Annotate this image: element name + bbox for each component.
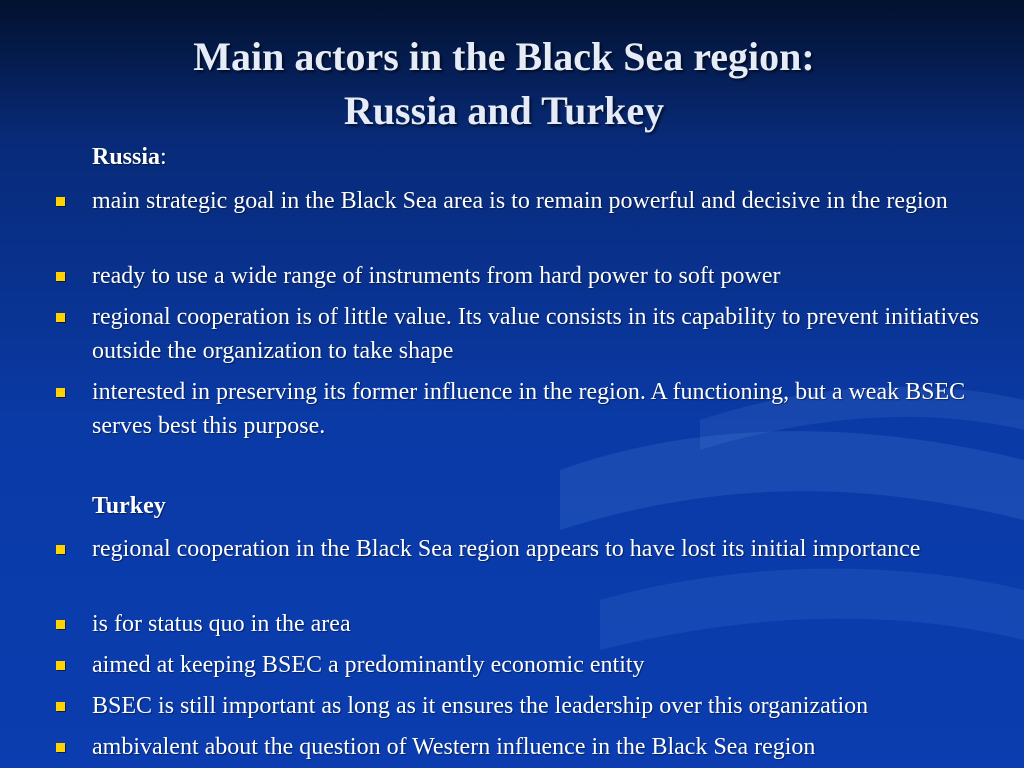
- bullet-marker-icon: [56, 702, 65, 711]
- turkey-bullet-4: BSEC is still important as long as it ensures the leadership over this organization: [92, 693, 869, 719]
- turkey-bullet-1: regional cooperation in the Black Sea region appears to have lost its initial importance: [92, 536, 921, 562]
- turkey-bullet-3: aimed at keeping BSEC a predominantly economic entity: [92, 652, 645, 678]
- turkey-heading: [92, 493, 166, 520]
- turkey-bullet-2: is for status quo in the area: [92, 611, 351, 637]
- turkey-heading-text: Turkey: [92, 493, 166, 519]
- russia-bullet-4: interested in preserving its former influence in the region. A functioning, but a weak BSEC serves best this purpose.: [92, 379, 966, 439]
- russia-bullet-3: regional cooperation is of little value. Its value consists in its capability to prevent initiatives outside the organization to take shape: [92, 304, 980, 364]
- bullet-marker-icon: [56, 197, 65, 206]
- slide-title: [0, 30, 1008, 138]
- russia-heading: [92, 144, 167, 171]
- bullet-marker-icon: [56, 388, 65, 397]
- turkey-bullet-5: ambivalent about the question of Western influence in the Black Sea region: [92, 734, 816, 760]
- bullet-marker-icon: [56, 743, 65, 752]
- title-line-2: Russia and Turkey: [343, 88, 665, 133]
- bullet-marker-icon: [56, 313, 65, 322]
- bullet-marker-icon: [56, 272, 65, 281]
- bullet-marker-icon: [56, 661, 65, 670]
- russia-bullet-2: ready to use a wide range of instruments from hard power to soft power: [92, 263, 781, 289]
- bullet-marker-icon: [56, 620, 65, 629]
- russia-heading-text: Russia: [92, 144, 161, 170]
- russia-heading-colon: :: [160, 144, 167, 170]
- russia-bullet-1: main strategic goal in the Black Sea area is to remain powerful and decisive in the region: [92, 188, 948, 214]
- title-line-1: Main actors in the Black Sea region:: [193, 34, 815, 79]
- bullet-marker-icon: [56, 545, 65, 554]
